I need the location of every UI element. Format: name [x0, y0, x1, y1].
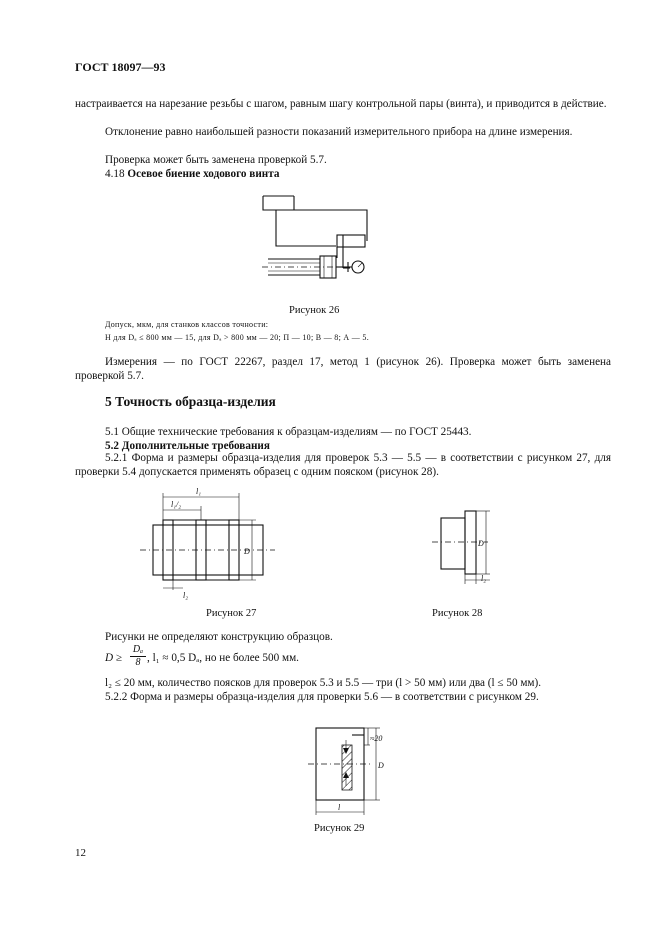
paragraph-5-2-2: 5.2.2 Форма и размеры образца-изделия для проверки 5.6 — в соответствии с рисунком 29.	[105, 691, 539, 703]
svg-text:l₂: l₂	[183, 591, 189, 600]
paragraph-5-1: 5.1 Общие технические требования к образцам-изделиям — по ГОСТ 25443.	[105, 426, 472, 438]
svg-text:D: D	[478, 539, 484, 548]
paragraph-l2: l₂ ≤ 20 мм, количество поясков для проверок 5.3 и 5.5 — три (l > 50 мм) или два (l ≤ 50 мм).	[105, 677, 542, 689]
formula-rest: , l₁ ≈ 0,5 Dₐ, но не более 500 мм.	[147, 652, 299, 664]
svg-text:D: D	[378, 761, 384, 770]
paragraph-continuation: настраивается на нарезание резьбы с шагом, равным шагу контрольной пары (винта), и приводится в действие.	[75, 98, 607, 110]
formula-prefix: D ≥	[105, 652, 123, 664]
paragraph-5-2: 5.2 Дополнительные требования	[105, 440, 270, 452]
section-4-18-number: 4.18	[105, 168, 125, 180]
page-number: 12	[75, 847, 86, 859]
page-header: ГОСТ 18097—93	[75, 60, 166, 74]
svg-text:≈20: ≈20	[370, 734, 383, 743]
svg-text:l₁: l₁	[196, 487, 202, 496]
formula-denominator: 8	[135, 657, 141, 668]
svg-text:l: l	[338, 803, 341, 812]
svg-text:l₂: l₂	[481, 574, 487, 583]
paragraph-deviation: Отклонение равно наибольшей разности показаний измерительного прибора на длине измерения.	[105, 126, 573, 138]
paragraph-note: Рисунки не определяют конструкцию образцов.	[105, 631, 333, 643]
figure-28-caption: Рисунок 28	[432, 608, 483, 619]
section-5-heading: 5 Точность образца-изделия	[105, 394, 276, 409]
paragraph-5-2-1: 5.2.1 Форма и размеры образца-изделия для проверок 5.3 — 5.5 — в соответствии с рисунком 27, для проверки 5.4 допускается применять образец с одним пояском (рисунок 28).	[75, 452, 611, 478]
svg-text:D: D	[244, 547, 250, 556]
section-4-18-title: Осевое биение ходового винта	[127, 168, 280, 180]
tolerance-line-2: Н для Dₐ ≤ 800 мм — 15, для Dₐ > 800 мм — 20; П — 10; В — 8; А — 5.	[105, 333, 370, 342]
paragraph-measurements: Измерения — по ГОСТ 22267, раздел 17, метод 1 (рисунок 26). Проверка может быть заменена проверкой 5.7.	[75, 356, 611, 382]
figure-27-caption: Рисунок 27	[206, 608, 257, 619]
svg-text:l₁/₂: l₁/₂	[171, 500, 182, 509]
paragraph-replacement: Проверка может быть заменена проверкой 5.7.	[105, 154, 327, 166]
formula-numerator: Dₐ	[130, 644, 146, 657]
figure-26-caption: Рисунок 26	[289, 305, 340, 316]
tolerance-line-1: Допуск, мкм, для станков классов точности:	[105, 320, 269, 329]
figure-29-caption: Рисунок 29	[314, 823, 365, 834]
